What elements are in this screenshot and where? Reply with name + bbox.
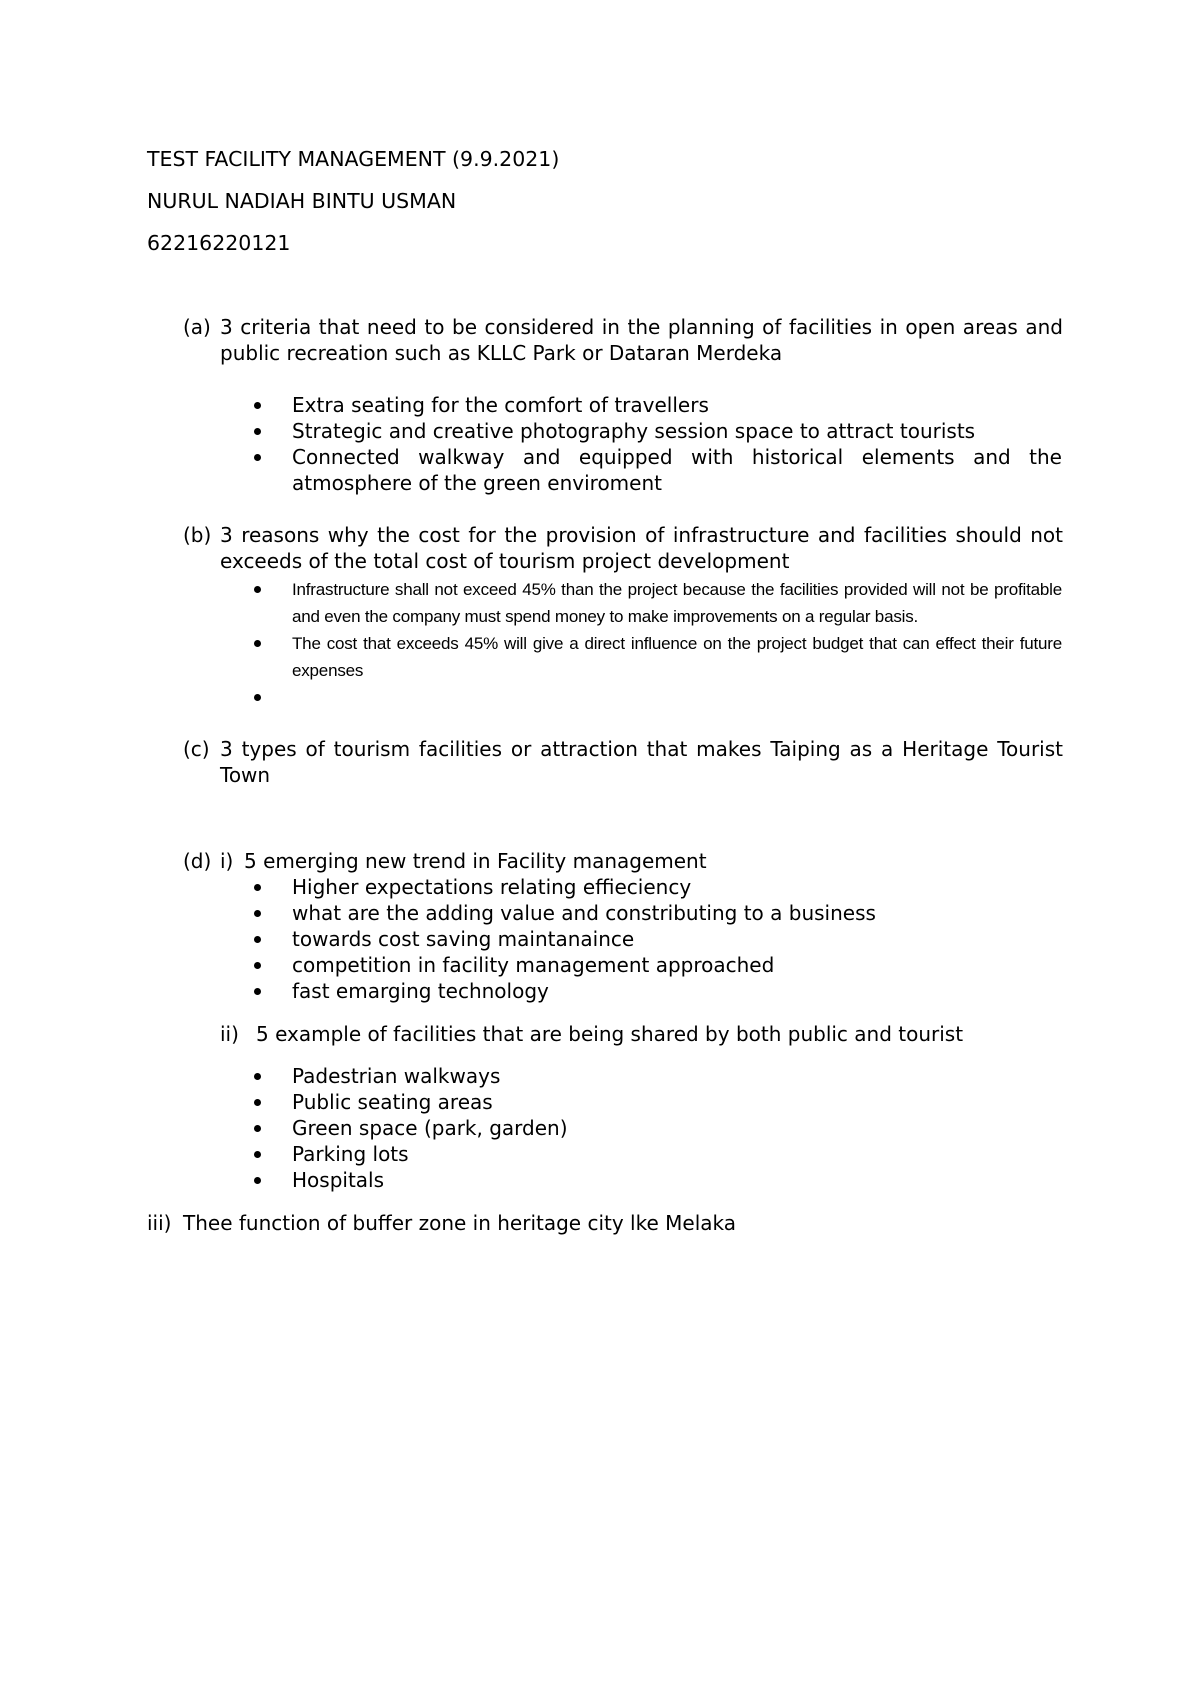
list-item: Extra seating for the comfort of travellers: [250, 392, 1062, 418]
list-item: [250, 684, 1062, 711]
question-c-label: (c): [183, 737, 210, 761]
list-item: Hospitals: [250, 1167, 1062, 1193]
list-item: towards cost saving maintanaince: [250, 926, 1062, 952]
question-d-part-ii-label: ii): [220, 1022, 239, 1046]
question-b-text: 3 reasons why the cost for the provision of infrastructure and facilities should not exceeds of the total cost of tourism project development: [220, 523, 1063, 573]
bullet-icon: [254, 1151, 261, 1158]
bullet-icon: [254, 640, 261, 647]
list-item: Infrastructure shall not exceed 45% than the project because the facilities provided will not be profitable and even the company must spend money to make improvements on a regular basis.: [250, 576, 1062, 630]
question-d-part-ii-text: 5 example of facilities that are being shared by both public and tourist: [256, 1022, 964, 1046]
question-c-text: 3 types of tourism facilities or attraction that makes Taiping as a Heritage Tourist Town: [220, 737, 1063, 787]
list-item: Padestrian walkways: [250, 1063, 1062, 1089]
bullet-icon: [254, 586, 261, 593]
bullet-icon: [254, 402, 261, 409]
question-d-part-i-label: i): [220, 849, 234, 873]
list-item: The cost that exceeds 45% will give a direct influence on the project budget that can effect their future expenses: [250, 630, 1062, 684]
question-b-bullets: [250, 576, 1062, 711]
list-item: Higher expectations relating effieciency: [250, 874, 1062, 900]
bullet-icon: [254, 454, 261, 461]
bullet-icon: [254, 1073, 261, 1080]
list-item: competition in facility management approached: [250, 952, 1062, 978]
list-item: Parking lots: [250, 1141, 1062, 1167]
list-item: Public seating areas: [250, 1089, 1062, 1115]
bullet-icon: [254, 988, 261, 995]
student-name: NURUL NADIAH BINTU USMAN: [147, 189, 457, 213]
question-a-label: (a): [183, 315, 211, 339]
list-item: Connected walkway and equipped with historical elements and the atmosphere of the green enviroment: [250, 444, 1062, 496]
list-item: Green space (park, garden): [250, 1115, 1062, 1141]
question-d-part-iii-label: iii): [147, 1211, 172, 1235]
bullet-icon: [254, 1125, 261, 1132]
question-c: [183, 736, 1063, 788]
question-d-part-i-bullets: [250, 874, 1062, 1004]
bullet-icon: [254, 936, 261, 943]
question-d-part-i-text: 5 emerging new trend in Facility management: [244, 849, 707, 873]
student-id: 62216220121: [147, 231, 291, 255]
list-item: Strategic and creative photography session space to attract tourists: [250, 418, 1062, 444]
question-b-label: (b): [183, 523, 212, 547]
bullet-icon: [254, 694, 261, 701]
question-d-label: (d): [183, 849, 212, 873]
list-item: what are the adding value and constributing to a business: [250, 900, 1062, 926]
bullet-icon: [254, 962, 261, 969]
list-item: fast emarging technology: [250, 978, 1062, 1004]
bullet-icon: [254, 910, 261, 917]
question-b: [183, 522, 1063, 574]
document-title: TEST FACILITY MANAGEMENT (9.9.2021): [147, 147, 560, 171]
bullet-icon: [254, 884, 261, 891]
bullet-icon: [254, 428, 261, 435]
question-a-text: 3 criteria that need to be considered in the planning of facilities in open areas and public recreation such as KLLC Park or Dataran Merdeka: [220, 315, 1063, 365]
question-d-part-ii-bullets: [250, 1063, 1062, 1193]
bullet-icon: [254, 1099, 261, 1106]
bullet-icon: [254, 1177, 261, 1184]
question-d-part-iii-text: Thee function of buffer zone in heritage city lke Melaka: [183, 1211, 736, 1235]
question-a-bullets: [250, 392, 1062, 496]
question-a: [183, 314, 1063, 366]
